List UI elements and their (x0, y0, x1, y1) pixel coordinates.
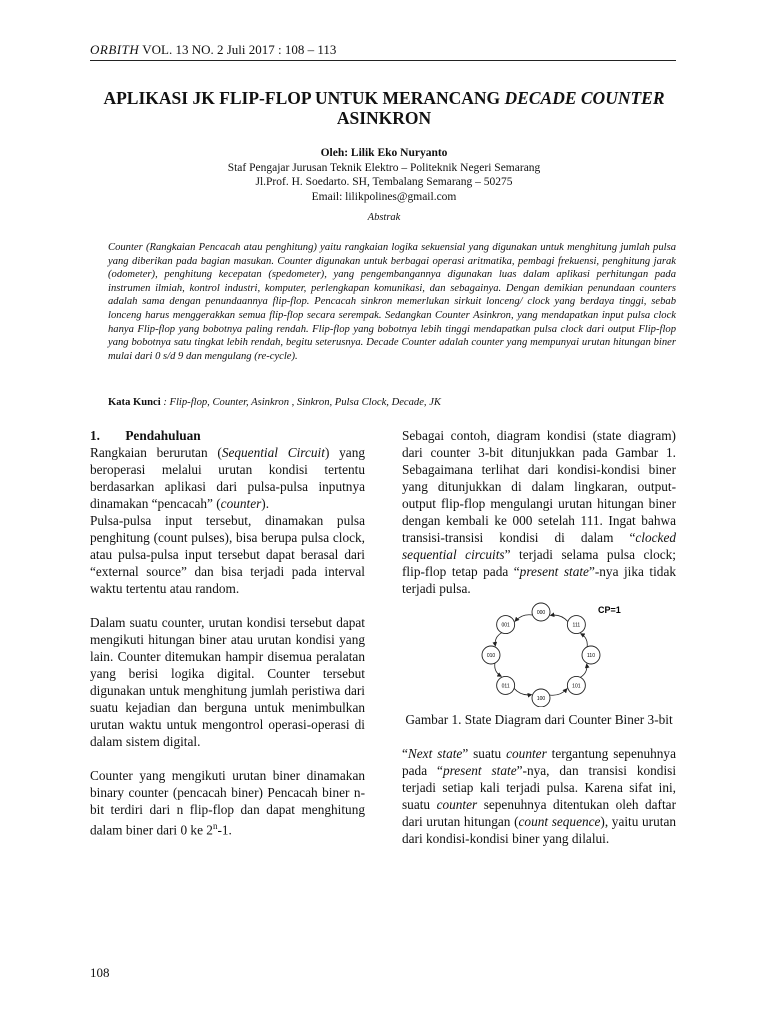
page-number: 108 (90, 965, 110, 980)
paper-title (60, 88, 708, 128)
author-address: Jl.Prof. H. Soedarto. SH, Tembalang Semarang – 50275 (255, 176, 513, 188)
abstract-heading: Abstrak (367, 212, 401, 223)
author-affiliation: Staf Pengajar Jurusan Teknik Elektro – Politeknik Negeri Semarang (227, 161, 541, 174)
paragraph-1: Rangkaian berurutan (Sequential Circuit) yang beroperasi melalui urutan kondisi tertentu berdasarkan aplikasi dari pulsa-pulsa inputnya dinamakan “pencacah” (counter). (90, 445, 366, 511)
transition-arrow (581, 634, 588, 647)
transition-arrow (495, 663, 502, 676)
paragraph-right-1: Sebagai contoh, diagram kondisi (state diagram) dari counter 3-bit ditunjukkan pada Gambar 1. Sebagaimana terlihat dari kondisi-kondisi biner yang ditunjukkan di dalam lingkaran, output-output flip-flop mengulangi urutan hitungan biner dengan kembali ke 000 setelah 111. Ingat bahwa transisi-transisi kondisi di dalam “clocked sequential circuits” terjadi selama pulsa clock; flip-flop tetap pada “present state”-nya jika tidak terjadi pulsa. (402, 428, 677, 596)
state-label: 100 (536, 696, 546, 702)
journal-name: ORBITH (90, 42, 140, 57)
section-title: Pendahuluan (125, 428, 201, 443)
state-label: 010 (486, 653, 496, 659)
running-header (90, 42, 676, 61)
transition-arrow (580, 664, 587, 677)
paragraph-3: Dalam suatu counter, urutan kondisi tersebut dapat mengikuti hitungan biner atau urutan kondisi yang lain. Counter ditemukan hampir disemua peralatan yang berisi logika digital. Counter tersebut digunakan untuk menghitung jumlah peristiwa dari suatu kejadian dan berguna untuk menimbulkan urutan waktu untuk mengontrol operasi-operasi di dalam sistem digital. (90, 615, 365, 749)
transition-arrow (549, 689, 566, 695)
paragraph-2: Pulsa-pulsa input tersebut, dinamakan pulsa penghitung (count pulses), bisa berupa pulsa clock, atau pulsa-pulsa input tersebut dapat berasal dari “external source” dan bisa terjadi pada interval waktu tertentu atau random. (90, 513, 365, 596)
state-label: 000 (536, 610, 546, 616)
right-column (402, 427, 676, 847)
title-text: APLIKASI JK FLIP-FLOP UNTUK MERANCANG (103, 88, 505, 108)
state-label: 111 (572, 622, 581, 629)
state-diagram-figure (402, 599, 676, 707)
keywords-list: : Flip-flop, Counter, Asinkron , Sinkron, Pulsa Clock, Decade, JK (160, 397, 441, 408)
state-label: 001 (501, 622, 510, 629)
figure-caption: Gambar 1. State Diagram dari Counter Biner 3-bit (405, 712, 673, 727)
abstract-text: Counter (Rangkaian Pencacah atau penghitung) yaitu rangkaian logika sekuensial yang digunakan untuk menghitung jumlah pulsa yang diberikan pada bagian masukan. Counter digunakan untuk berbagai operasi aritmatika, pembagi frekuensi, penghitung jarak (odometer), penghitung kecepatan (spedometer), yang pengembangannya digunakan luas dalam aplikasi perhitungan pada instrumen ilmiah, kontrol industri, komputer, perlengkapan komunikasi, dan sebagainya. Dengan demikian penundaan counters adalah sama dengan penundaannya flip-flop. Pencacah sinkron memerlukan sirkuit lonceng/ clock yang berdaya tinggi, sebab lonceng harus menggerakkan semua flip-flop secara serempak. Sedangkan Counter Asinkron, yang mendapatkan input pulsa clock hanya Flip-flop yang bobotnya paling rendah. Flip-flop yang bobotnya lebih tinggi mendapatkan pulsa clock dari output Flip-flop yang bobotnya satu tingkat lebih rendah, begitu seterusnya. Decade Counter adalah counter yang mempunyai urutan hitungan biner mulai dari 0 s/d 9 dan mengulang (re-cycle). (108, 242, 676, 362)
transition-arrow (550, 615, 567, 621)
state-label: 011 (501, 683, 510, 690)
section-number: 1. (90, 428, 100, 443)
state-label: 110 (587, 653, 595, 659)
title-text-line2: ASINKRON (336, 108, 432, 128)
title-italic: DECADE COUNTER (504, 88, 665, 108)
section-heading (90, 427, 365, 444)
issue-info: VOL. 13 NO. 2 Juli 2017 : 108 – 113 (142, 42, 337, 57)
paragraph-right-2: “Next state” suatu counter tergantung sepenuhnya pada “present state”-nya, dan transisi kondisi terjadi setiap kali terjadi pulsa. Karena sifat ini, suatu counter sepenuhnya ditentukan oleh daftar dari urutan hitungan (count sequence), yaitu urutan dari kondisi-kondisi biner yang dilalui. (402, 746, 677, 846)
transition-arrow (514, 688, 531, 694)
state-diagram (402, 599, 676, 707)
transition-arrow (495, 633, 502, 646)
transition-arrow (515, 615, 532, 621)
keywords-label: Kata Kunci (108, 397, 161, 408)
keywords (108, 396, 676, 409)
author-email: Email: lilikpolines@gmail.com (311, 190, 457, 203)
paragraph-4: Counter yang mengikuti urutan biner dinamakan binary counter (pencacah biner) Pencacah biner n-bit terdiri dari n flip-flop dan dapat menghitung dalam biner dari 0 ke 2$^n$-1. (90, 768, 365, 838)
state-label: 101 (572, 683, 581, 690)
author-name: Oleh: Lilik Eko Nuryanto (320, 147, 448, 159)
clock-label: CP=1 (598, 605, 621, 615)
author-block (100, 146, 668, 204)
left-column (90, 427, 365, 838)
